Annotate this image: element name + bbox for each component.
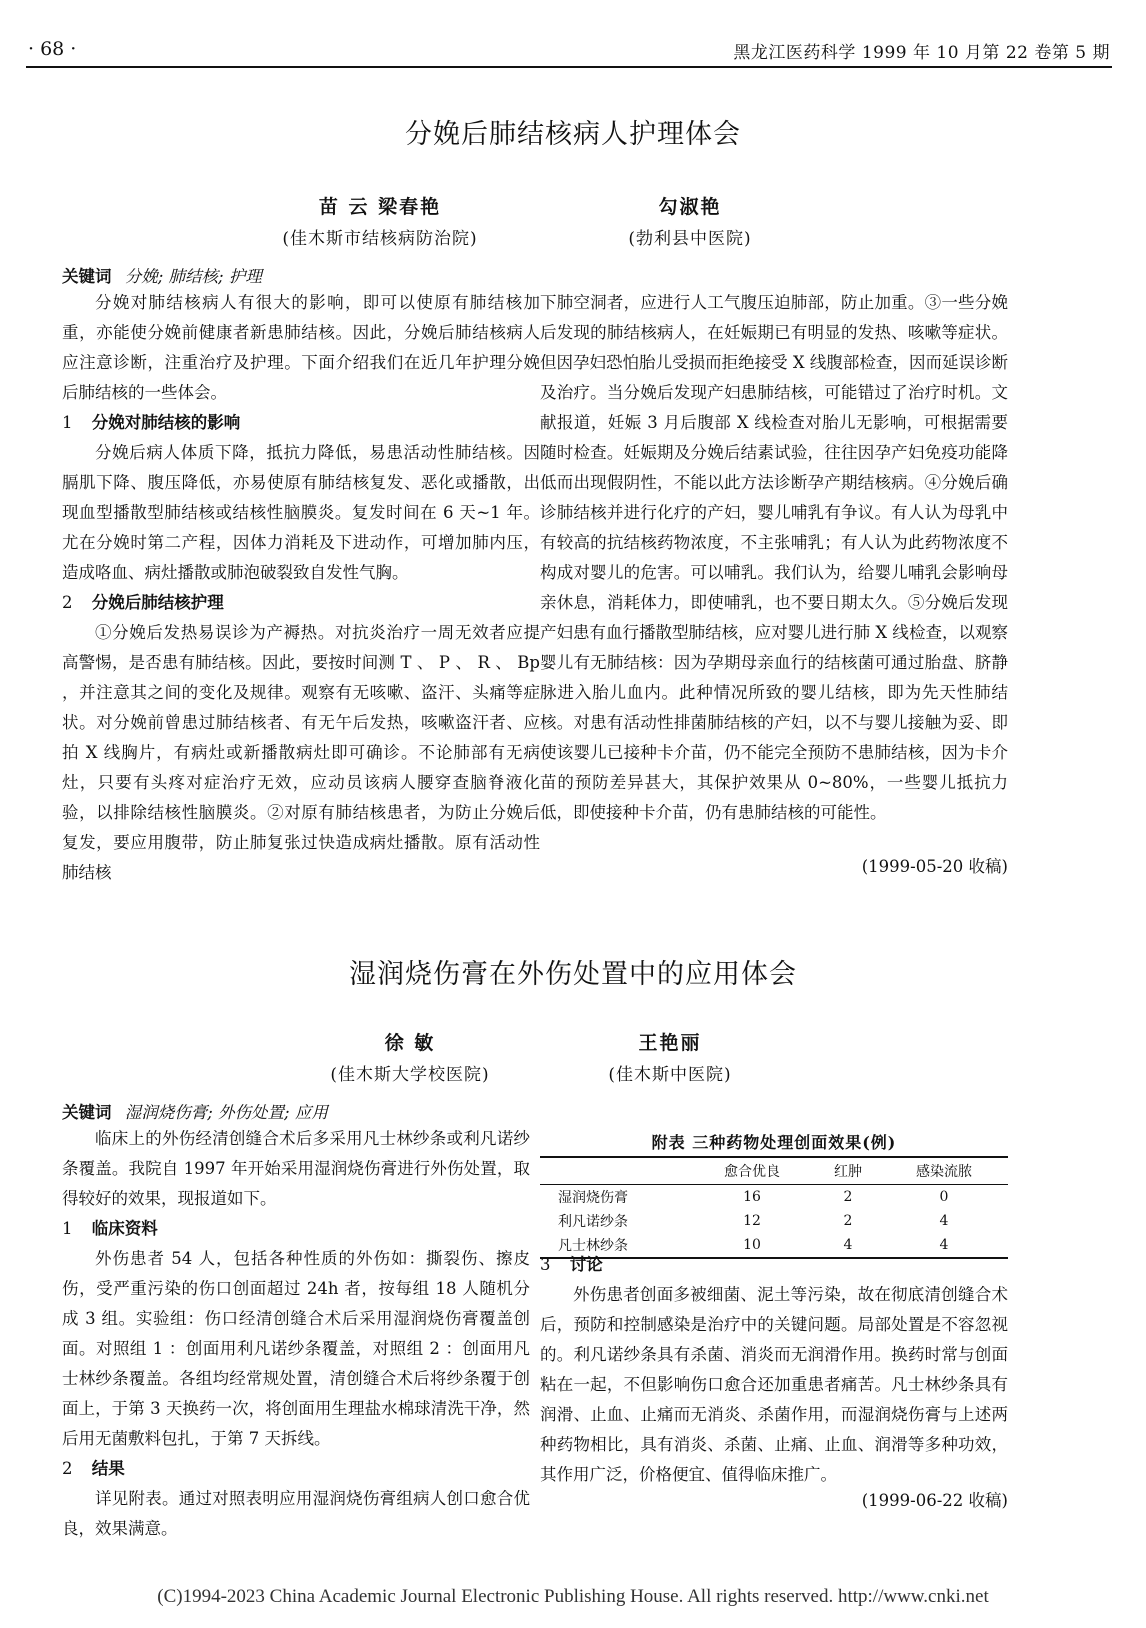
journal-info: 黑龙江医药科学 1999 年 10 月第 22 卷第 5 期 [733, 43, 1110, 63]
table-cell: 12 [743, 1213, 761, 1229]
table-header-cell [540, 1157, 688, 1185]
article2-author-left: 徐 敏 [384, 1032, 436, 1054]
article1-author-right: 勾淑艳 [658, 196, 722, 218]
table-row [540, 1185, 1008, 1210]
article1-author-left: 苗 云 梁春艳 [318, 196, 442, 218]
keywords-label: 关键词 [62, 267, 112, 286]
article1-left-column [62, 288, 540, 888]
table-row-label: 凡士林纱条 [540, 1233, 688, 1258]
article1-title: 分娩后肺结核病人护理体会 [405, 119, 741, 150]
section-title: 讨论 [569, 1255, 603, 1274]
section-number: 2 [62, 1459, 73, 1478]
paragraph: 临床上的外伤经清创缝合术后多采用凡士林纱条或利凡诺纱条覆盖。我院自 1997 年开始采用湿润烧伤膏进行外伤处置，取得较好的效果，现报道如下。 [62, 1129, 530, 1208]
section-number: 1 [62, 1219, 73, 1238]
table-cell: 4 [880, 1233, 1008, 1258]
table-header-cell: 红肿 [816, 1157, 880, 1185]
section-title: 分娩后肺结核护理 [91, 593, 224, 612]
article2-affil-left: (佳木斯大学校医院) [330, 1065, 490, 1085]
section-heading [540, 1250, 1008, 1280]
paragraph: 下肺空洞者，应进行人工气腹压迫肺部，防止加重。③一些分娩后发现的肺结核病人，在妊娠期已有明显的发热、咳嗽等症状。但因孕妇恐怕胎儿受损而拒绝接受 X 线腹部检查，因而延误诊断及治疗。当分娩后发现产妇患肺结核，可能错过了治疗时机。文献报道，妊娠 3 月后腹部 X 线检查对胎儿无影响，可根据需要随时检查。妊娠期及分娩后结素试验，往往因孕产妇免疫功能降低而出现假阴性，不能以此方法诊断孕产期结核病。④分娩后确诊肺结核并进行化疗的产妇，婴儿哺乳有争议。有人认为母乳中有较高的抗结核药物浓度，不主张哺乳；有人认为此药物浓度不构成对婴儿的危害。可以哺乳。我们认为，给婴儿哺乳会影响母亲休息，消耗体力，即使哺乳，也不要日期太久。⑤分娩后发现产妇患有血行播散型肺结核，应对婴儿进行肺 X 线检查，以观察婴儿有无肺结核：因为孕期母亲血行的结核菌可通过胎盘、脐静脉进入胎儿血内。此种情况所致的婴儿结核，即为先天性肺结核。对患有活动性排菌肺结核的产妇，以不与婴儿接触为妥、即使该婴儿已接种卡介苗，仍不能完全预防不患肺结核，因为卡介苗的预防差异甚大，其保护效果从 0~80%，一些婴儿抵抗力低，即使接种卡介苗，仍有患肺结核的可能性。 [540, 293, 1008, 822]
article2-title: 湿润烧伤膏在外伤处置中的应用体会 [349, 959, 797, 990]
table-header-row [540, 1157, 1008, 1185]
keywords-text: 湿润烧伤膏; 外伤处置; 应用 [124, 1103, 328, 1122]
section-number: 2 [62, 593, 73, 612]
table-cell: 4 [939, 1213, 949, 1229]
article1-right-column [540, 288, 1008, 828]
table-row-label: 湿润烧伤膏 [558, 1190, 628, 1206]
article1-affil-right: (勃利县中医院) [628, 229, 752, 249]
results-table-wrapper [540, 1156, 1008, 1259]
table-cell: 0 [939, 1189, 949, 1205]
page-number: · 68 · [28, 38, 77, 60]
article1-received: (1999-05-20 收稿) [861, 857, 1008, 876]
table-cell: 2 [843, 1213, 853, 1229]
section-title: 分娩对肺结核的影响 [91, 413, 241, 432]
section-title: 结果 [91, 1459, 125, 1478]
section-title: 临床资料 [91, 1219, 158, 1238]
table-row-label: 利凡诺纱条 [558, 1214, 628, 1230]
table-caption: 附表 三种药物处理创面效果(例) [651, 1133, 897, 1152]
paragraph: ①分娩后发热易误诊为产褥热。对抗炎治疗一周无效者应提高警惕，是否患有肺结核。因此，要按时间测 T 、 P 、 R 、 Bp ，并注意其之间的变化及规律。观察有无咳嗽、盗汗、头痛等症状。对分娩前曾患过肺结核者、有无午后发热，咳嗽盗汗者、应拍 X 线胸片，有病灶或新播散病灶即可确诊。不论肺部有无病灶，只要有头疼对症治疗无效，应动员该病人腰穿查脑脊液化验，以排除结核性脑膜炎。②对原有肺结核患者，为防止分娩后复发，要应用腹带，防止肺复张过快造成病灶播散。原有活动性肺结核 [62, 623, 540, 882]
table-cell: 10 [688, 1233, 816, 1258]
table-cell: 2 [843, 1189, 853, 1205]
keywords-text: 分娩; 肺结核; 护理 [124, 267, 262, 286]
paragraph: 外伤患者创面多被细菌、泥土等污染，故在彻底清创缝合术后，预防和控制感染是治疗中的关键问题。局部处置是不容忽视的。利凡诺纱条具有杀菌、消炎而无润滑作用。换药时常与创面粘在一起，不但影响伤口愈合还加重患者痛苦。凡士林纱条具有润滑、止血、止痛而无消炎、杀菌作用，而湿润烧伤膏与上述两种药物相比，具有消炎、杀菌、止痛、止血、润滑等多种功效，其作用广泛，价格便宜、值得临床推广。 [540, 1285, 1008, 1484]
section-number: 3 [540, 1255, 551, 1274]
running-header [28, 38, 1110, 68]
header-rule [26, 66, 1112, 68]
section-heading [62, 1454, 530, 1484]
table-cell: 4 [816, 1233, 880, 1258]
paragraph: 分娩对肺结核病人有很大的影响，即可以使原有肺结核加重，亦能使分娩前健康者新患肺结核。因此，分娩后肺结核病人应注意诊断，注重治疗及护理。下面介绍我们在近几年护理分娩后肺结核的一些体会。 [62, 293, 540, 402]
table-cell: 16 [743, 1189, 761, 1205]
copyright-footer: (C)1994-2023 China Academic Journal Electronic Publishing House. All rights reserved. http://www.cnki.net [157, 1586, 989, 1607]
table-header-cell: 愈合优良 [688, 1157, 816, 1185]
article2-right-column [540, 1250, 1008, 1490]
article2-received: (1999-06-22 收稿) [861, 1491, 1008, 1510]
table-header-cell: 感染流脓 [880, 1157, 1008, 1185]
article1-affil-left: (佳木斯市结核病防治院) [282, 229, 478, 249]
article2-affil-right: (佳木斯中医院) [608, 1065, 732, 1085]
paragraph: 详见附表。通过对照表明应用湿润烧伤膏组病人创口愈合优良，效果满意。 [62, 1489, 530, 1538]
article2-left-column [62, 1124, 530, 1544]
paragraph: 外伤患者 54 人，包括各种性质的外伤如：撕裂伤、擦皮伤，受严重污染的伤口创面超过 24h 者，按每组 18 人随机分成 3 组。实验组：伤口经清创缝合术后采用湿润烧伤膏覆盖创面。对照组 1 ：创面用利凡诺纱条覆盖，对照组 2 ：创面用凡士林纱条覆盖。各组均经常规处置，清创缝合术后将纱条覆于创面上，于第 3 天换药一次，将创面用生理盐水棉球清洗干净，然后用无菌敷料包扎，于第 7 天拆线。 [62, 1249, 530, 1448]
section-number: 1 [62, 413, 73, 432]
paragraph: 分娩后病人体质下降，抵抗力降低，易患活动性肺结核。因膈肌下降、腹压降低，亦易使原有肺结核复发、恶化或播散，出现血型播散型肺结核或结核性脑膜炎。复发时间在 6 天~1 年。尤在分娩时第二产程，因体力消耗及下进动作，可增加肺内压，造成咯血、病灶播散或肺泡破裂致自发性气胸。 [62, 443, 540, 582]
section-heading [62, 588, 540, 618]
section-heading [62, 1214, 530, 1244]
results-table [540, 1156, 1008, 1259]
section-heading [62, 408, 540, 438]
table-row [540, 1209, 1008, 1233]
keywords-label: 关键词 [62, 1103, 112, 1122]
article2-author-right: 王艳丽 [638, 1032, 702, 1054]
